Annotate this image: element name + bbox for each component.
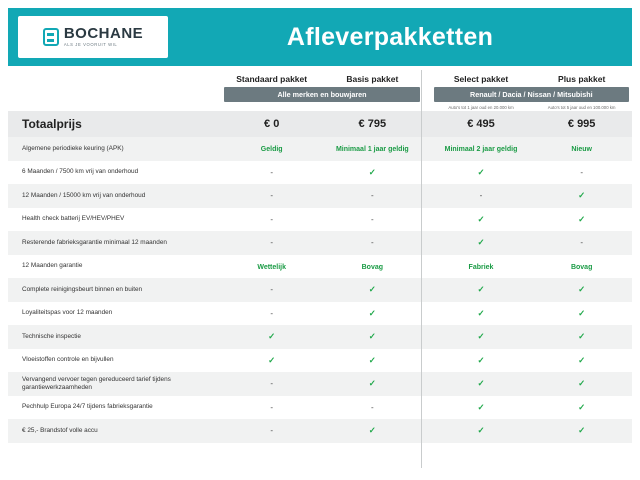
column-separator (423, 325, 431, 349)
price-basis: € 795 (322, 111, 423, 137)
group-bar-spacer (8, 87, 221, 102)
check-icon: ✓ (477, 213, 485, 224)
check-icon: ✓ (477, 354, 485, 365)
feature-value (531, 208, 632, 232)
feature-label: Vloeistoffen controle en bijvullen (22, 356, 114, 364)
feature-value (531, 349, 632, 373)
check-icon: ✓ (368, 166, 376, 177)
feature-value (322, 161, 423, 185)
table-row (8, 349, 632, 373)
column-separator (423, 161, 431, 185)
dash-icon: - (270, 167, 274, 177)
check-icon: ✓ (578, 190, 586, 201)
feature-label: Health check batterij EV/HEV/PHEV (22, 215, 125, 223)
group-left-cell (221, 87, 422, 102)
feature-value (221, 255, 322, 279)
feature-value (221, 325, 322, 349)
group-right-label: Renault / Dacia / Nissan / Mitsubishi (434, 87, 629, 102)
feature-value (431, 208, 532, 232)
feature-label: Technische inspectie (8, 325, 221, 349)
package-note-plus: Auto's tot 5 jaar oud en 100.000 km (547, 104, 616, 110)
check-icon: ✓ (368, 378, 376, 389)
table-row (8, 325, 632, 349)
dash-icon: - (270, 379, 274, 389)
check-icon: ✓ (578, 284, 586, 295)
feature-value (431, 184, 532, 208)
feature-value (322, 372, 423, 396)
feature-value (531, 161, 632, 185)
feature-label: Loyaliteitspas voor 12 maanden (22, 309, 113, 317)
check-icon: ✓ (477, 401, 485, 412)
feature-label: € 25,- Brandstof volle accu (8, 419, 221, 443)
check-icon: ✓ (477, 425, 485, 436)
dash-icon: - (270, 214, 274, 224)
group-bar-row (8, 87, 632, 102)
check-icon: ✓ (477, 331, 485, 342)
value-text: Fabriek (468, 263, 494, 271)
check-icon: ✓ (368, 354, 376, 365)
check-icon: ✓ (578, 425, 586, 436)
package-name-basis: Basis pakket (346, 74, 399, 84)
table-row (8, 419, 632, 443)
feature-label: Algemene periodieke keuring (APK) (8, 137, 221, 161)
feature-label: Vervangend vervoer tegen gereduceerd tarief tijdens garantiewerkzaamheden (8, 372, 221, 396)
feature-label: 6 Maanden / 7500 km vrij van onderhoud (22, 168, 139, 176)
price-plus: € 995 (531, 111, 632, 137)
column-separator (423, 184, 431, 208)
feature-label: Pechhulp Europa 24/7 tijdens fabrieksgarantie (22, 403, 153, 411)
feature-value (221, 278, 322, 302)
feature-value (531, 302, 632, 326)
column-separator (423, 137, 431, 161)
table-row (8, 302, 632, 326)
dash-icon: - (479, 191, 483, 201)
column-separator (423, 278, 431, 302)
feature-value (431, 255, 532, 279)
logo-text (64, 26, 143, 47)
table-row (8, 161, 632, 185)
value-text: Wettelijk (257, 263, 286, 271)
table-row (8, 231, 632, 255)
feature-value (431, 372, 532, 396)
check-icon: ✓ (268, 331, 276, 342)
check-icon: ✓ (578, 213, 586, 224)
feature-value (322, 325, 423, 349)
dash-icon: - (370, 238, 374, 248)
column-separator (423, 208, 431, 232)
feature-value (431, 325, 532, 349)
package-name-standaard: Standaard pakket (236, 74, 308, 84)
feature-value (531, 278, 632, 302)
check-icon: ✓ (368, 307, 376, 318)
feature-value (221, 231, 322, 255)
dash-icon: - (270, 308, 274, 318)
brand-logo (18, 16, 168, 58)
price-standaard: € 0 (221, 111, 322, 137)
check-icon: ✓ (578, 354, 586, 365)
check-icon: ✓ (477, 378, 485, 389)
group-divider (421, 70, 422, 468)
feature-value (431, 349, 532, 373)
feature-label: Resterende fabrieksgarantie minimaal 12 maanden (8, 231, 221, 255)
dash-icon: - (370, 402, 374, 412)
feature-value (322, 302, 423, 326)
feature-value (531, 372, 632, 396)
value-text: Bovag (361, 263, 384, 271)
feature-label: 12 Maanden / 15000 km vrij van onderhoud (8, 184, 221, 208)
bochane-mark-icon (43, 28, 59, 46)
totals-label: Totaalprijs (8, 111, 221, 137)
feature-value (221, 419, 322, 443)
table-row (8, 137, 632, 161)
column-separator (423, 302, 431, 326)
column-separator (423, 231, 431, 255)
feature-value (221, 137, 322, 161)
feature-value (431, 161, 532, 185)
feature-value (531, 325, 632, 349)
feature-value (322, 396, 423, 420)
package-note-row (8, 102, 632, 111)
column-separator (423, 419, 431, 443)
column-separator (423, 349, 431, 373)
check-icon: ✓ (477, 284, 485, 295)
feature-value (221, 349, 322, 373)
feature-value (322, 208, 423, 232)
table-row (8, 278, 632, 302)
column-separator (423, 372, 431, 396)
check-icon: ✓ (368, 284, 376, 295)
logo-inner (43, 26, 143, 47)
dash-icon: - (270, 426, 274, 436)
logo-tagline: ALS JE VOORUIT WIL (63, 42, 118, 48)
feature-value (531, 419, 632, 443)
check-icon: ✓ (368, 425, 376, 436)
column-separator (423, 396, 431, 420)
check-icon: ✓ (578, 401, 586, 412)
totals-row (8, 111, 632, 137)
value-text: Minimaal 2 jaar geldig (444, 146, 518, 154)
feature-label: Complete reinigingsbeurt binnen en buiten (8, 278, 221, 302)
feature-value (322, 349, 423, 373)
dash-icon: - (580, 167, 583, 177)
check-icon: ✓ (477, 237, 485, 248)
group-right-cell (431, 87, 632, 102)
value-text: Nieuw (571, 146, 592, 154)
feature-value (221, 184, 322, 208)
feature-value (322, 137, 423, 161)
package-note-basis (322, 102, 423, 111)
table-row (8, 255, 632, 279)
feature-value (531, 231, 632, 255)
feature-value (531, 137, 632, 161)
dash-icon: - (270, 285, 274, 295)
feature-value (221, 302, 322, 326)
table-header-row (8, 68, 632, 87)
package-name-plus: Plus pakket (558, 74, 606, 84)
price-select: € 495 (431, 111, 532, 137)
table-row (8, 208, 632, 232)
feature-value (221, 208, 322, 232)
column-separator (423, 68, 431, 87)
dash-icon: - (580, 238, 583, 248)
dash-icon: - (270, 402, 274, 412)
package-note-standaard (221, 102, 322, 111)
feature-value (221, 161, 322, 185)
value-text: Bovag (570, 263, 593, 271)
feature-value (221, 372, 322, 396)
feature-rows (8, 137, 632, 443)
feature-label: 12 Maanden garantie (22, 262, 83, 270)
value-text: Minimaal 1 jaar geldig (335, 146, 409, 154)
table-row (8, 184, 632, 208)
column-separator (423, 102, 431, 111)
check-icon: ✓ (578, 378, 586, 389)
check-icon: ✓ (368, 331, 376, 342)
feature-value (531, 396, 632, 420)
group-left-label: Alle merken en bouwjaren (224, 87, 419, 102)
feature-value (431, 278, 532, 302)
check-icon: ✓ (477, 307, 485, 318)
feature-value (322, 231, 423, 255)
package-name-select: Select pakket (453, 74, 509, 84)
feature-value (322, 255, 423, 279)
check-icon: ✓ (578, 331, 586, 342)
dash-icon: - (270, 238, 274, 248)
column-separator (423, 111, 431, 137)
value-text: Geldig (260, 146, 283, 154)
check-icon: ✓ (477, 166, 485, 177)
package-comparison-table (8, 68, 632, 443)
page-header (8, 8, 632, 66)
feature-value (431, 137, 532, 161)
feature-value (431, 302, 532, 326)
check-icon: ✓ (578, 307, 586, 318)
page-title: Afleverpakketten (286, 22, 494, 51)
feature-value (322, 419, 423, 443)
feature-value (431, 396, 532, 420)
header-spacer (8, 68, 221, 87)
dash-icon: - (270, 191, 274, 201)
column-separator (423, 87, 431, 102)
dash-icon: - (370, 191, 374, 201)
feature-value (531, 255, 632, 279)
feature-value (431, 231, 532, 255)
feature-value (531, 184, 632, 208)
feature-value (431, 419, 532, 443)
table-row (8, 372, 632, 396)
note-spacer (8, 102, 221, 111)
feature-value (221, 396, 322, 420)
feature-value (322, 278, 423, 302)
logo-name: BOCHANE (63, 25, 144, 43)
check-icon: ✓ (268, 354, 276, 365)
package-note-select: Auto's tot 1 jaar oud en 20.000 km (448, 104, 514, 110)
dash-icon: - (370, 214, 374, 224)
feature-value (322, 184, 423, 208)
table-row (8, 396, 632, 420)
column-separator (423, 255, 431, 279)
